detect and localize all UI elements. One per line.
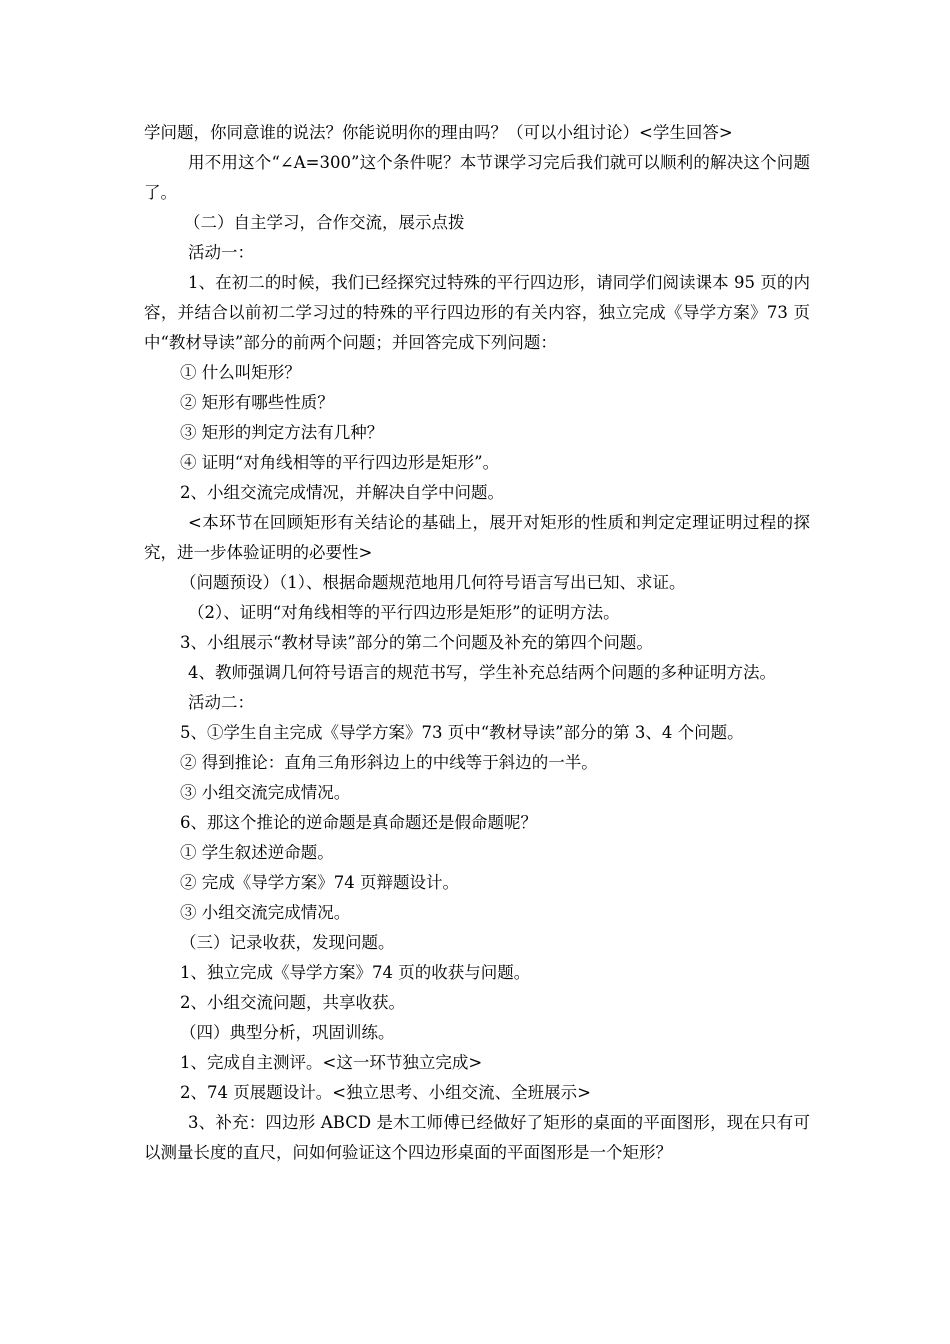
list-item: ② 得到推论：直角三角形斜边上的中线等于斜边的一半。: [180, 753, 598, 772]
list-item: ④ 证明“对角线相等的平行四边形是矩形”。: [180, 453, 500, 472]
list-item: ③ 矩形的判定方法有几种？: [180, 423, 384, 442]
paragraph: <本环节在回顾矩形有关结论的基础上，展开对矩形的性质和判定定理证明过程的探究，进一步体验证明的必要性>: [144, 513, 810, 562]
section-heading: （二）自主学习，合作交流，展示点拨: [184, 213, 465, 232]
paragraph: 6、那这个推论的逆命题是真命题还是假命题呢？: [180, 813, 537, 832]
list-item: ① 学生叙述逆命题。: [180, 843, 334, 862]
section-heading: （四）典型分析，巩固训练。: [180, 1023, 395, 1042]
paragraph: 学问题，你同意谁的说法？你能说明你的理由吗？（可以小组讨论）<学生回答>: [144, 123, 733, 142]
paragraph: 1、完成自主测评。<这一环节独立完成>: [180, 1053, 483, 1072]
paragraph: 3、补充：四边形 ABCD 是木工师傅已经做好了矩形的桌面的平面图形，现在只有可以测量长度的直尺，问如何验证这个四边形桌面的平面图形是一个矩形？: [144, 1113, 810, 1162]
list-item: ② 完成《导学方案》74 页辩题设计。: [180, 873, 459, 892]
paragraph: 1、在初二的时候，我们已经探究过特殊的平行四边形，请同学们阅读课本 95 页的内容，并结合以前初二学习过的特殊的平行四边形的有关内容，独立完成《导学方案》73 页中“教材导读”部分的前两个问题；并回答完成下列问题：: [144, 273, 810, 352]
paragraph: 1、独立完成《导学方案》74 页的收获与问题。: [180, 963, 531, 982]
paragraph: 3、小组展示“教材导读”部分的第二个问题及补充的第四个问题。: [180, 633, 653, 652]
paragraph: 2、小组交流完成情况，并解决自学中问题。: [180, 483, 504, 502]
paragraph: 用不用这个“∠A=300”这个条件呢？本节课学习完后我们就可以顺利的解决这个问题了。: [144, 153, 810, 202]
activity-heading: 活动一：: [188, 243, 254, 262]
list-item: ① 什么叫矩形？: [180, 363, 301, 382]
paragraph: （问题预设）（1）、根据命题规范地用几何符号语言写出已知、求证。: [180, 573, 686, 592]
paragraph: 2、小组交流问题，共享收获。: [180, 993, 405, 1012]
list-item: ③ 小组交流完成情况。: [180, 783, 351, 802]
section-heading: （三）记录收获，发现问题。: [180, 933, 395, 952]
activity-heading: 活动二：: [188, 693, 254, 712]
paragraph: 2、74 页展题设计。<独立思考、小组交流、全班展示>: [180, 1083, 591, 1102]
list-item: ② 矩形有哪些性质？: [180, 393, 334, 412]
list-item: ③ 小组交流完成情况。: [180, 903, 351, 922]
paragraph: 5、①学生自主完成《导学方案》73 页中“教材导读”部分的第 3、4 个问题。: [180, 723, 744, 742]
document-page: [144, 118, 810, 1168]
paragraph: 4、教师强调几何符号语言的规范书写，学生补充总结两个问题的多种证明方法。: [188, 663, 776, 682]
paragraph: （2）、证明“对角线相等的平行四边形是矩形”的证明方法。: [188, 603, 620, 622]
